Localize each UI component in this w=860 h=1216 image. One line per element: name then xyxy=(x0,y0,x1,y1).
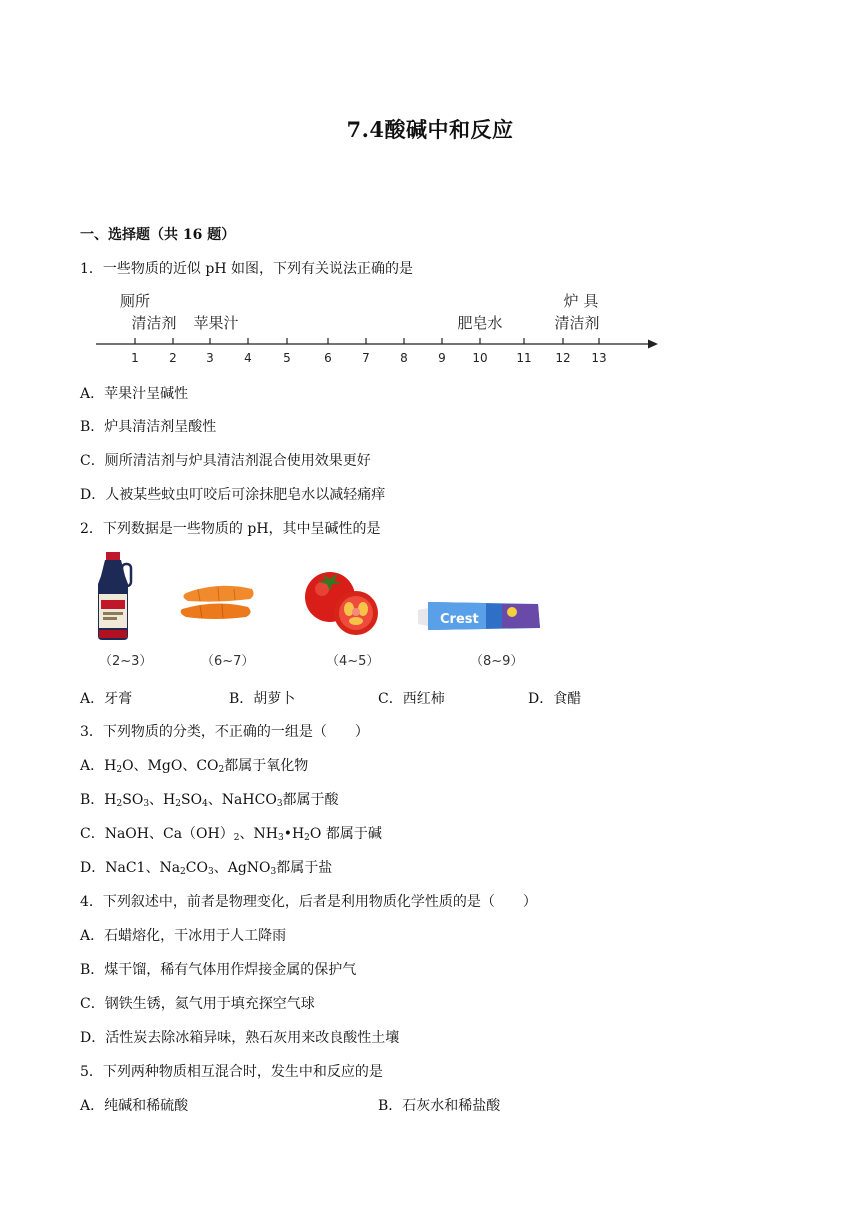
toothpaste-ph-caption: （8~9） xyxy=(470,654,524,669)
ph-tick-label: 3 xyxy=(206,351,214,365)
ph-tick-label: 12 xyxy=(555,351,571,365)
vinegar-ph-caption: （2~3） xyxy=(99,654,153,669)
q1-option-c: C．厕所清洁剂与炉具清洁剂混合使用效果更好 xyxy=(80,453,371,469)
q5-option-b: B．石灰水和稀盐酸 xyxy=(378,1098,501,1114)
label-toilet-cleaner-1: 厕所 xyxy=(119,292,151,310)
carrot-image xyxy=(178,575,260,627)
ph-tick-label: 9 xyxy=(438,351,446,365)
vinegar-bottle-image xyxy=(92,550,134,642)
q2-option-d: D．食醋 xyxy=(528,691,582,707)
ph-tick-label: 7 xyxy=(362,351,370,365)
question-1-stem: 1．一些物质的近似 pH 如图，下列有关说法正确的是 xyxy=(80,261,413,277)
ph-tick-label: 6 xyxy=(324,351,332,365)
ph-tick-label: 1 xyxy=(131,351,139,365)
q5-option-a: A．纯碱和稀硫酸 xyxy=(80,1098,189,1114)
toothpaste-brand-label: Crest xyxy=(440,612,479,627)
label-toilet-cleaner-2: 清洁剂 xyxy=(131,314,177,332)
ph-scale-diagram xyxy=(92,290,672,370)
ph-tick-label: 10 xyxy=(472,351,488,365)
ph-tick-label: 8 xyxy=(400,351,408,365)
q4-option-a: A．石蜡熔化，干冰用于人工降雨 xyxy=(80,928,287,944)
question-2-stem: 2．下列数据是一些物质的 pH，其中呈碱性的是 xyxy=(80,521,381,537)
question-5-stem: 5．下列两种物质相互混合时，发生中和反应的是 xyxy=(80,1064,383,1080)
q4-option-c: C．钢铁生锈，氦气用于填充探空气球 xyxy=(80,996,315,1012)
ph-tick-label: 2 xyxy=(169,351,177,365)
section-heading: 一、选择题（共 16 题） xyxy=(80,227,236,243)
label-stove-cleaner-2: 清洁剂 xyxy=(554,314,600,332)
label-soap-water: 肥皂水 xyxy=(457,314,503,332)
ph-tick-label: 5 xyxy=(283,351,291,365)
toothpaste-image xyxy=(416,594,544,638)
q2-option-b: B．胡萝卜 xyxy=(229,691,296,707)
q1-option-d: D．人被某些蚊虫叮咬后可涂抹肥皂水以减轻痛痒 xyxy=(80,487,386,503)
ph-tick-label: 11 xyxy=(516,351,532,365)
tomato-image xyxy=(302,567,380,639)
q4-option-b: B．煤干馏，稀有气体用作焊接金属的保护气 xyxy=(80,962,357,978)
tomato-ph-caption: （4~5） xyxy=(326,654,380,669)
page-title: 7.4酸碱中和反应 xyxy=(346,117,514,142)
q4-option-d: D．活性炭去除冰箱异味，熟石灰用来改良酸性土壤 xyxy=(80,1030,400,1046)
label-stove-cleaner-1: 炉 具 xyxy=(563,292,599,310)
ph-tick-label: 13 xyxy=(591,351,607,365)
label-apple-juice: 苹果汁 xyxy=(193,314,239,332)
q3-option-b: B．$H_2SO_3$、$H_2SO_4$、NaHCO$_3$都属于酸 xyxy=(80,792,339,809)
question-4-stem: 4．下列叙述中，前者是物理变化，后者是利用物质化学性质的是（ ） xyxy=(80,894,537,910)
ph-tick-label: 4 xyxy=(244,351,252,365)
question-3-stem: 3．下列物质的分类，不正确的一组是（ ） xyxy=(80,724,369,740)
q3-option-a: A．$H_2O$、MgO、$CO_2$都属于氧化物 xyxy=(80,758,309,775)
q1-option-b: B．炉具清洁剂呈酸性 xyxy=(80,419,217,435)
ph-ticks xyxy=(131,338,606,365)
carrot-ph-caption: （6~7） xyxy=(201,654,255,669)
q3-option-c: C．NaOH、$Ca(OH)_2$、$NH_3•H_2O$ 都属于碱 xyxy=(80,826,382,843)
q3-option-d: D．NaC1、$Na_2CO_3$、AgNO$_3$都属于盐 xyxy=(80,860,333,877)
ph-axis-arrow xyxy=(648,340,658,349)
q2-option-c: C．西红柿 xyxy=(378,691,445,707)
q2-option-a: A．牙膏 xyxy=(80,691,133,707)
q1-option-a: A．苹果汁呈碱性 xyxy=(80,386,189,402)
